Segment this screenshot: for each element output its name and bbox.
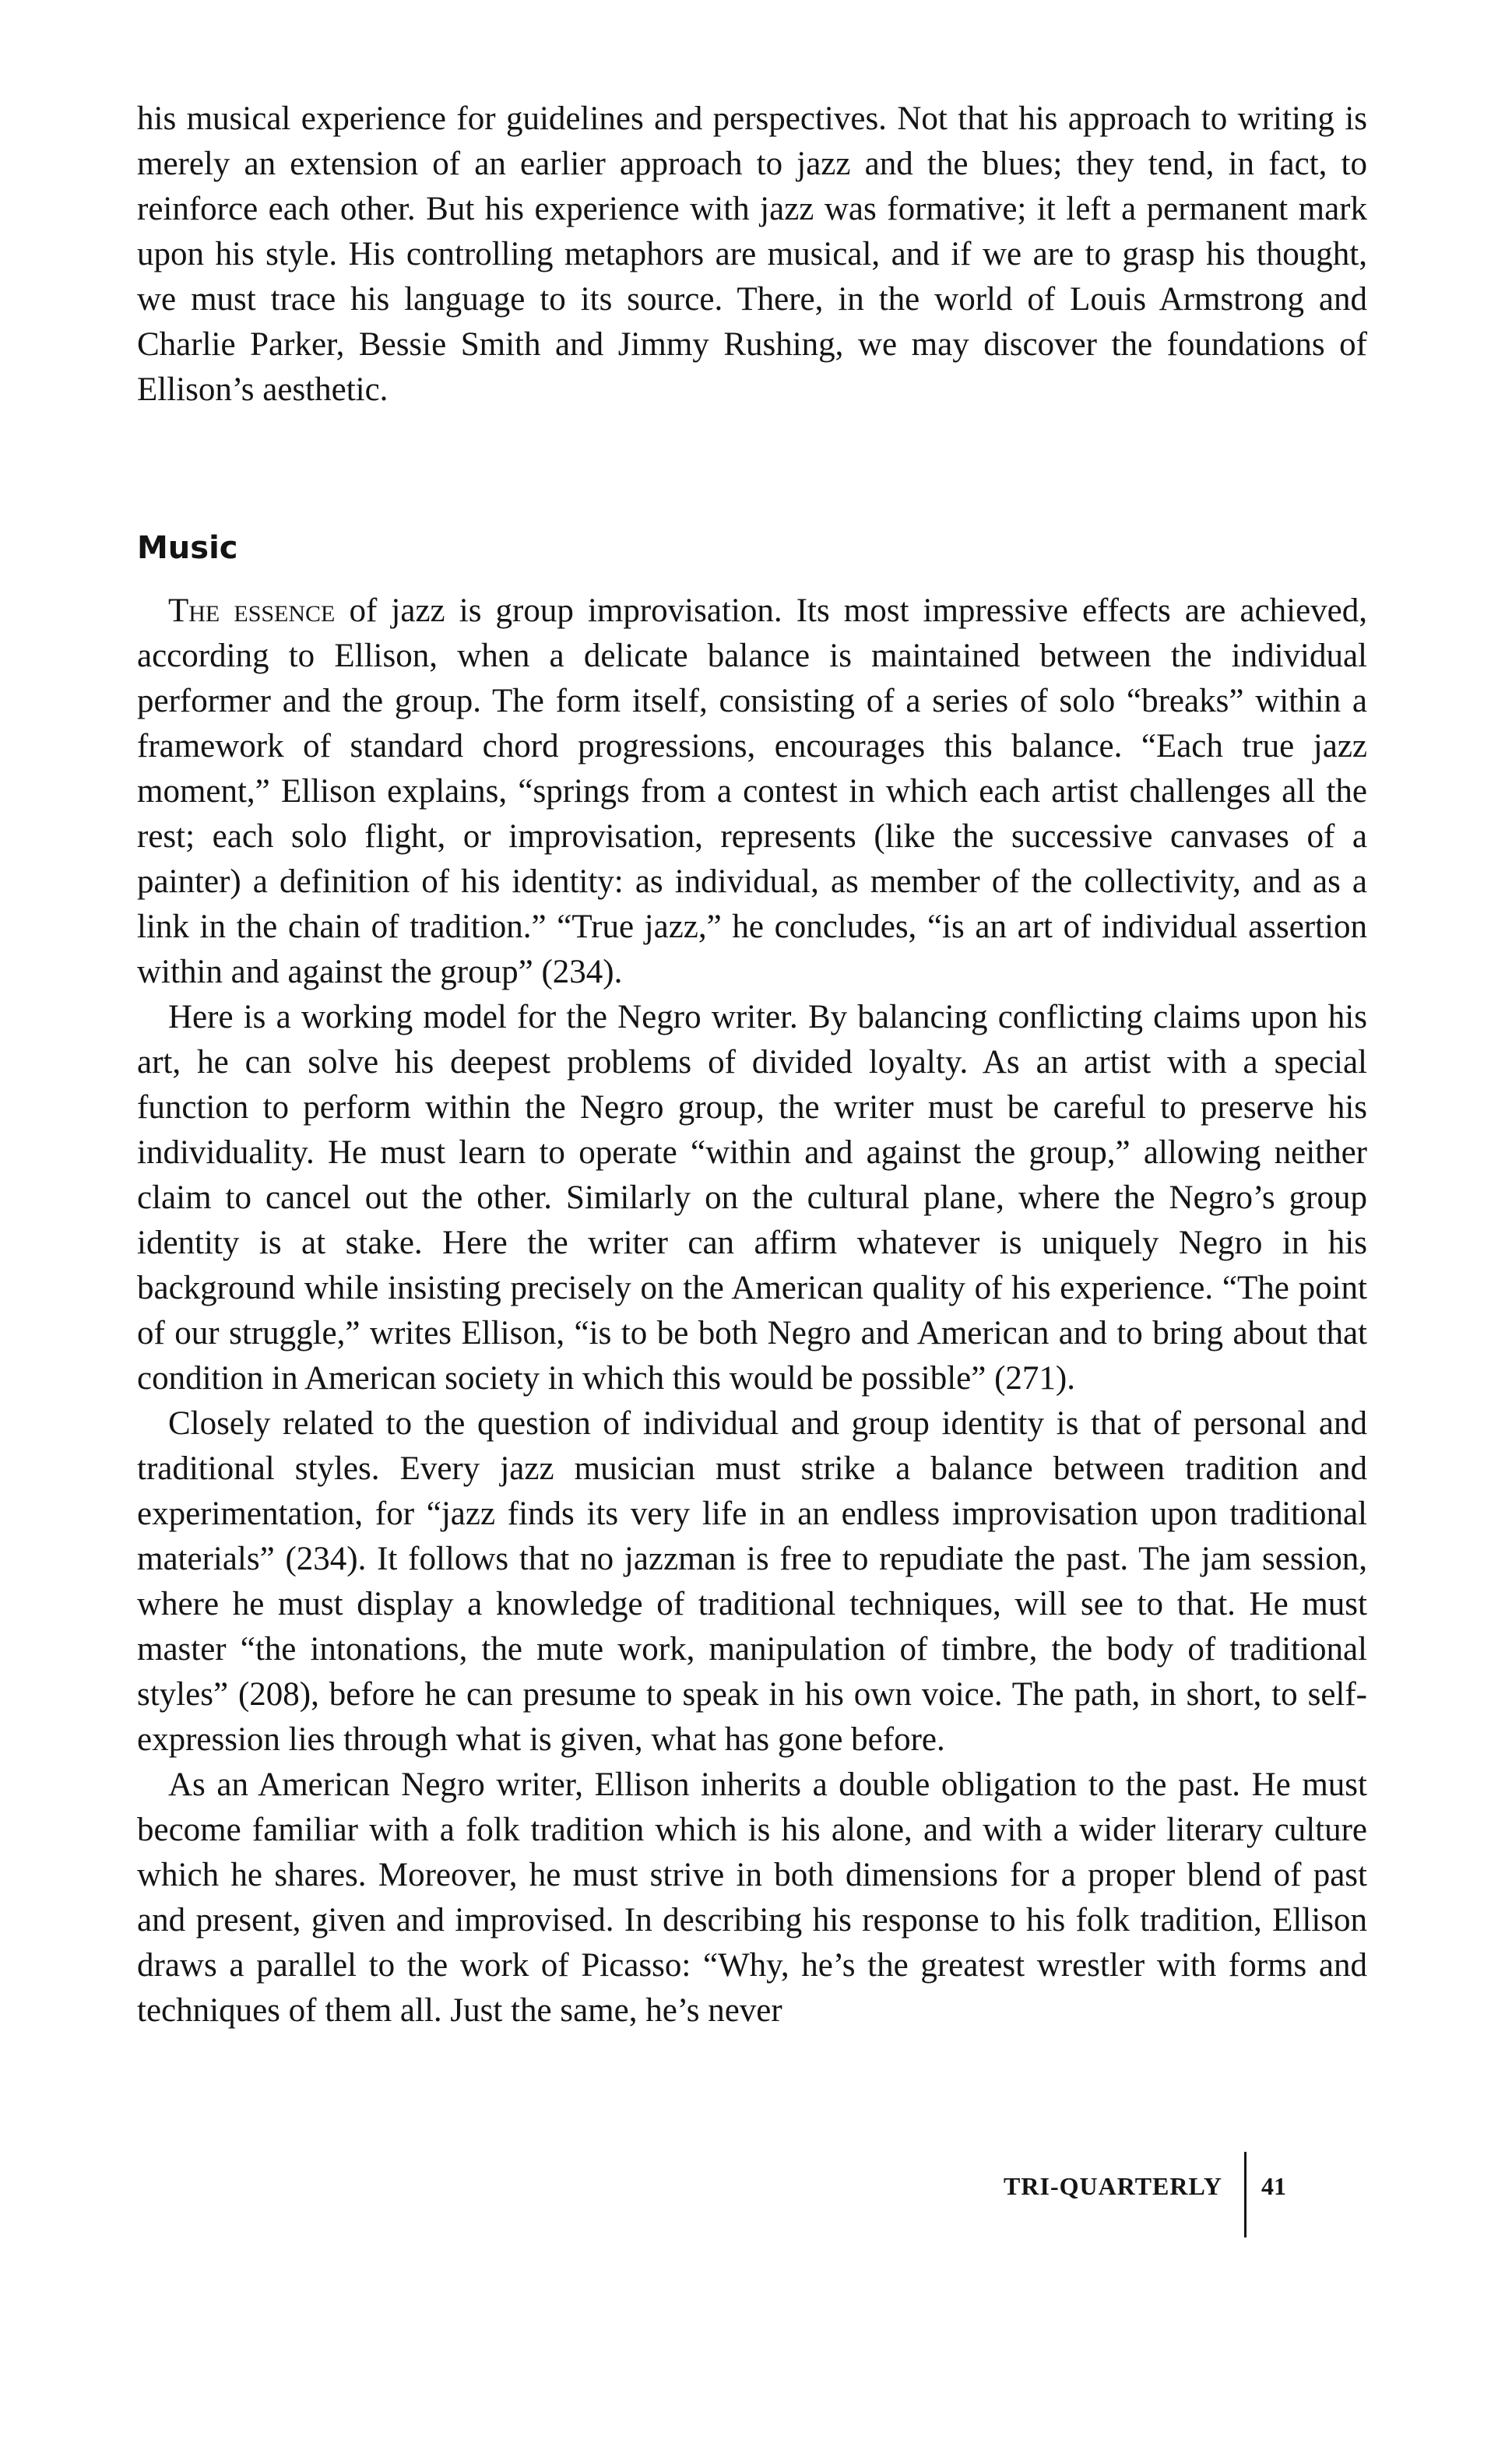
body-paragraph-4: As an American Negro writer, Ellison inherits a double obligation to the past. He must become familiar with a folk tradition which is his alone, and with a wider literary culture which he shares. Moreover, he must strive in both dimensions for a proper blend of past and present, given and improvised. In describing his response to his folk tradition, Ellison draws a parallel to the work of Picasso: “Why, he’s the greatest wrestler with forms and techniques of them all. Just the same, he’s never <box>137 1766 1367 2029</box>
section-body <box>137 589 1367 2033</box>
body-paragraph-2: Here is a working model for the Negro writer. By balancing conflicting claims upon his art, he can solve his deepest problems of divided loyalty. As an artist with a special function to perform within the Negro group, the writer must be careful to preserve his individuality. He must learn to operate “within and against the group,” allowing neither claim to cancel out the other. Similarly on the cultural plane, where the Negro’s group identity is at stake. Here the writer can affirm whatever is uniquely Negro in his background while insisting precisely on the American quality of his experience. “The point of our struggle,” writes Ellison, “is to be both Negro and American and to bring about that condition in American society in which this would be possible” (271). <box>137 999 1367 1397</box>
footer-divider <box>1244 2152 1247 2237</box>
journal-name: TRI-QUARTERLY <box>1004 2172 1222 2200</box>
section-heading: Music <box>137 530 238 566</box>
body-paragraph-1 <box>137 589 1367 995</box>
body-paragraph-1-text: of jazz is group improvisation. Its most impressive effects are achieved, according to Ellison, when a delicate balance is maintained between the individual performer and the group. The form itself, consisting of a series of solo “breaks” within a framework of standard chord progressions, encourages this balance. “Each true jazz moment,” Ellison explains, “springs from a contest in which each artist challenges all the rest; each solo flight, or improvisation, represents (like the successive canvases of a painter) a definition of his identity: as individual, as member of the collectivity, and as a link in the chain of tradition.” “True jazz,” he concludes, “is an art of individual assertion within and against the group” (234). <box>137 592 1367 990</box>
intro-paragraph-block <box>137 97 1367 413</box>
opening-smallcaps: The essence <box>168 592 336 629</box>
body-paragraph-3: Closely related to the question of individual and group identity is that of personal and traditional styles. Every jazz musician must strike a balance between tradition and experimentation, for “jazz finds its very life in an endless improvisation upon traditional materials” (234). It follows that no jazzman is free to repudiate the past. The jam session, where he must display a knowledge of traditional techniques, will see to that. He must master “the intonations, the mute work, manipulation of timbre, the body of traditional styles” (208), before he can presume to speak in his own voice. The path, in short, to self-expression lies through what is given, what has gone before. <box>137 1405 1367 1758</box>
page-footer <box>1004 2152 1316 2237</box>
page-number: 41 <box>1261 2172 1286 2200</box>
intro-paragraph: his musical experience for guidelines and perspectives. Not that his approach to writing is merely an extension of an earlier approach to jazz and the blues; they tend, in fact, to reinforce each other. But his experience with jazz was formative; it left a permanent mark upon his style. His controlling metaphors are musical, and if we are to grasp his thought, we must trace his language to its source. There, in the world of Louis Armstrong and Charlie Parker, Bessie Smith and Jimmy Rushing, we may discover the foundations of Ellison’s aesthetic. <box>137 100 1367 408</box>
